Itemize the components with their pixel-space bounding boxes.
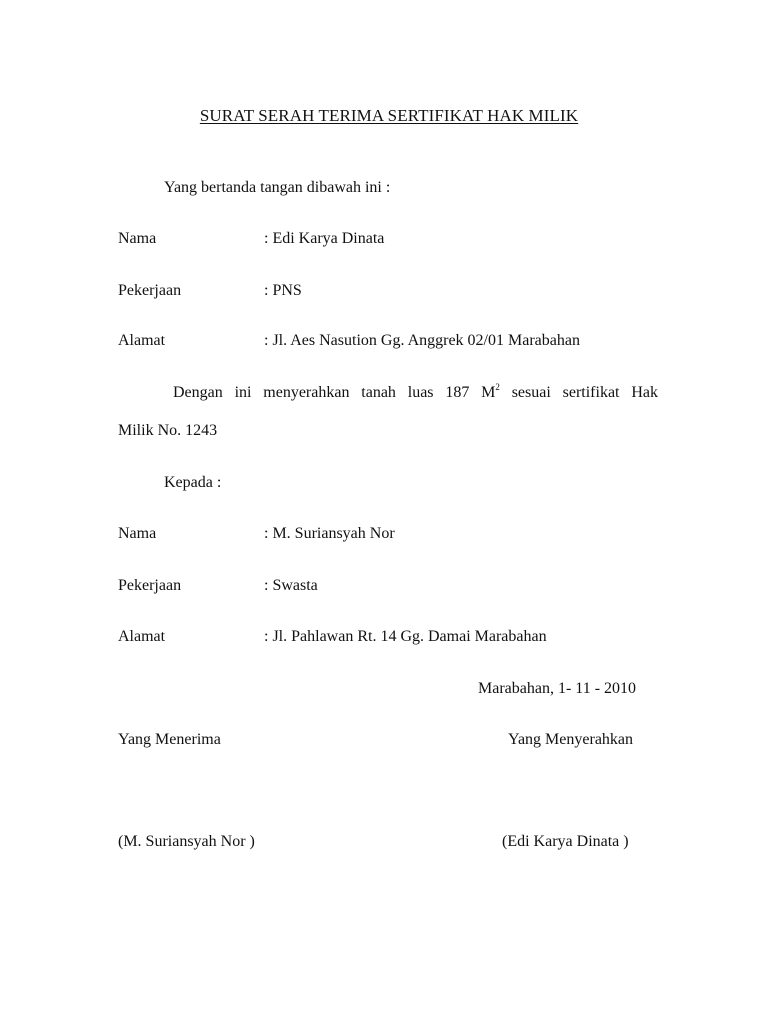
statement-word: Dengan	[173, 384, 223, 401]
giver-name: (Edi Karya Dinata )	[502, 833, 629, 850]
statement-line-1	[118, 383, 658, 403]
intro-text: Yang bertanda tangan dibawah ini :	[164, 179, 391, 196]
statement-word: sertifikat	[562, 384, 620, 401]
place-date: Marabahan, 1- 11 - 2010	[478, 680, 637, 697]
giver-role: Yang Menyerahkan	[508, 731, 634, 748]
receiver-role: Yang Menerima	[118, 731, 221, 748]
document-title: SURAT SERAH TERIMA SERTIFIKAT HAK MILIK	[199, 106, 579, 125]
receiver-name: (M. Suriansyah Nor )	[118, 833, 255, 850]
sender-address-value: : Jl. Aes Nasution Gg. Anggrek 02/01 Marabahan	[264, 332, 580, 349]
sender-name-label: Nama	[118, 230, 157, 247]
statement-word: luas	[407, 384, 434, 401]
recipient-address-value: : Jl. Pahlawan Rt. 14 Gg. Damai Marabahan	[264, 628, 547, 645]
sender-job-value: : PNS	[264, 282, 302, 299]
statement-word: tanah	[361, 384, 396, 401]
sender-job-label: Pekerjaan	[118, 282, 182, 299]
statement-word: ini	[234, 384, 252, 401]
sender-name-value: : Edi Karya Dinata	[264, 230, 385, 247]
recipient-name-value: : M. Suriansyah Nor	[264, 525, 395, 542]
statement-unit: $M^2$	[481, 382, 500, 401]
statement-word: 187	[445, 384, 470, 401]
recipient-intro: Kepada :	[164, 474, 222, 491]
unit-superscript: 2	[495, 382, 500, 392]
statement-line-2: Milik No. 1243	[118, 422, 218, 439]
recipient-address-label: Alamat	[118, 628, 166, 645]
recipient-job-value: : Swasta	[264, 577, 318, 594]
recipient-name-label: Nama	[118, 525, 157, 542]
statement-word: menyerahkan	[263, 384, 350, 401]
recipient-job-label: Pekerjaan	[118, 577, 182, 594]
statement-word: sesuai	[511, 384, 551, 401]
statement-word: Hak	[631, 384, 658, 401]
sender-address-label: Alamat	[118, 332, 166, 349]
